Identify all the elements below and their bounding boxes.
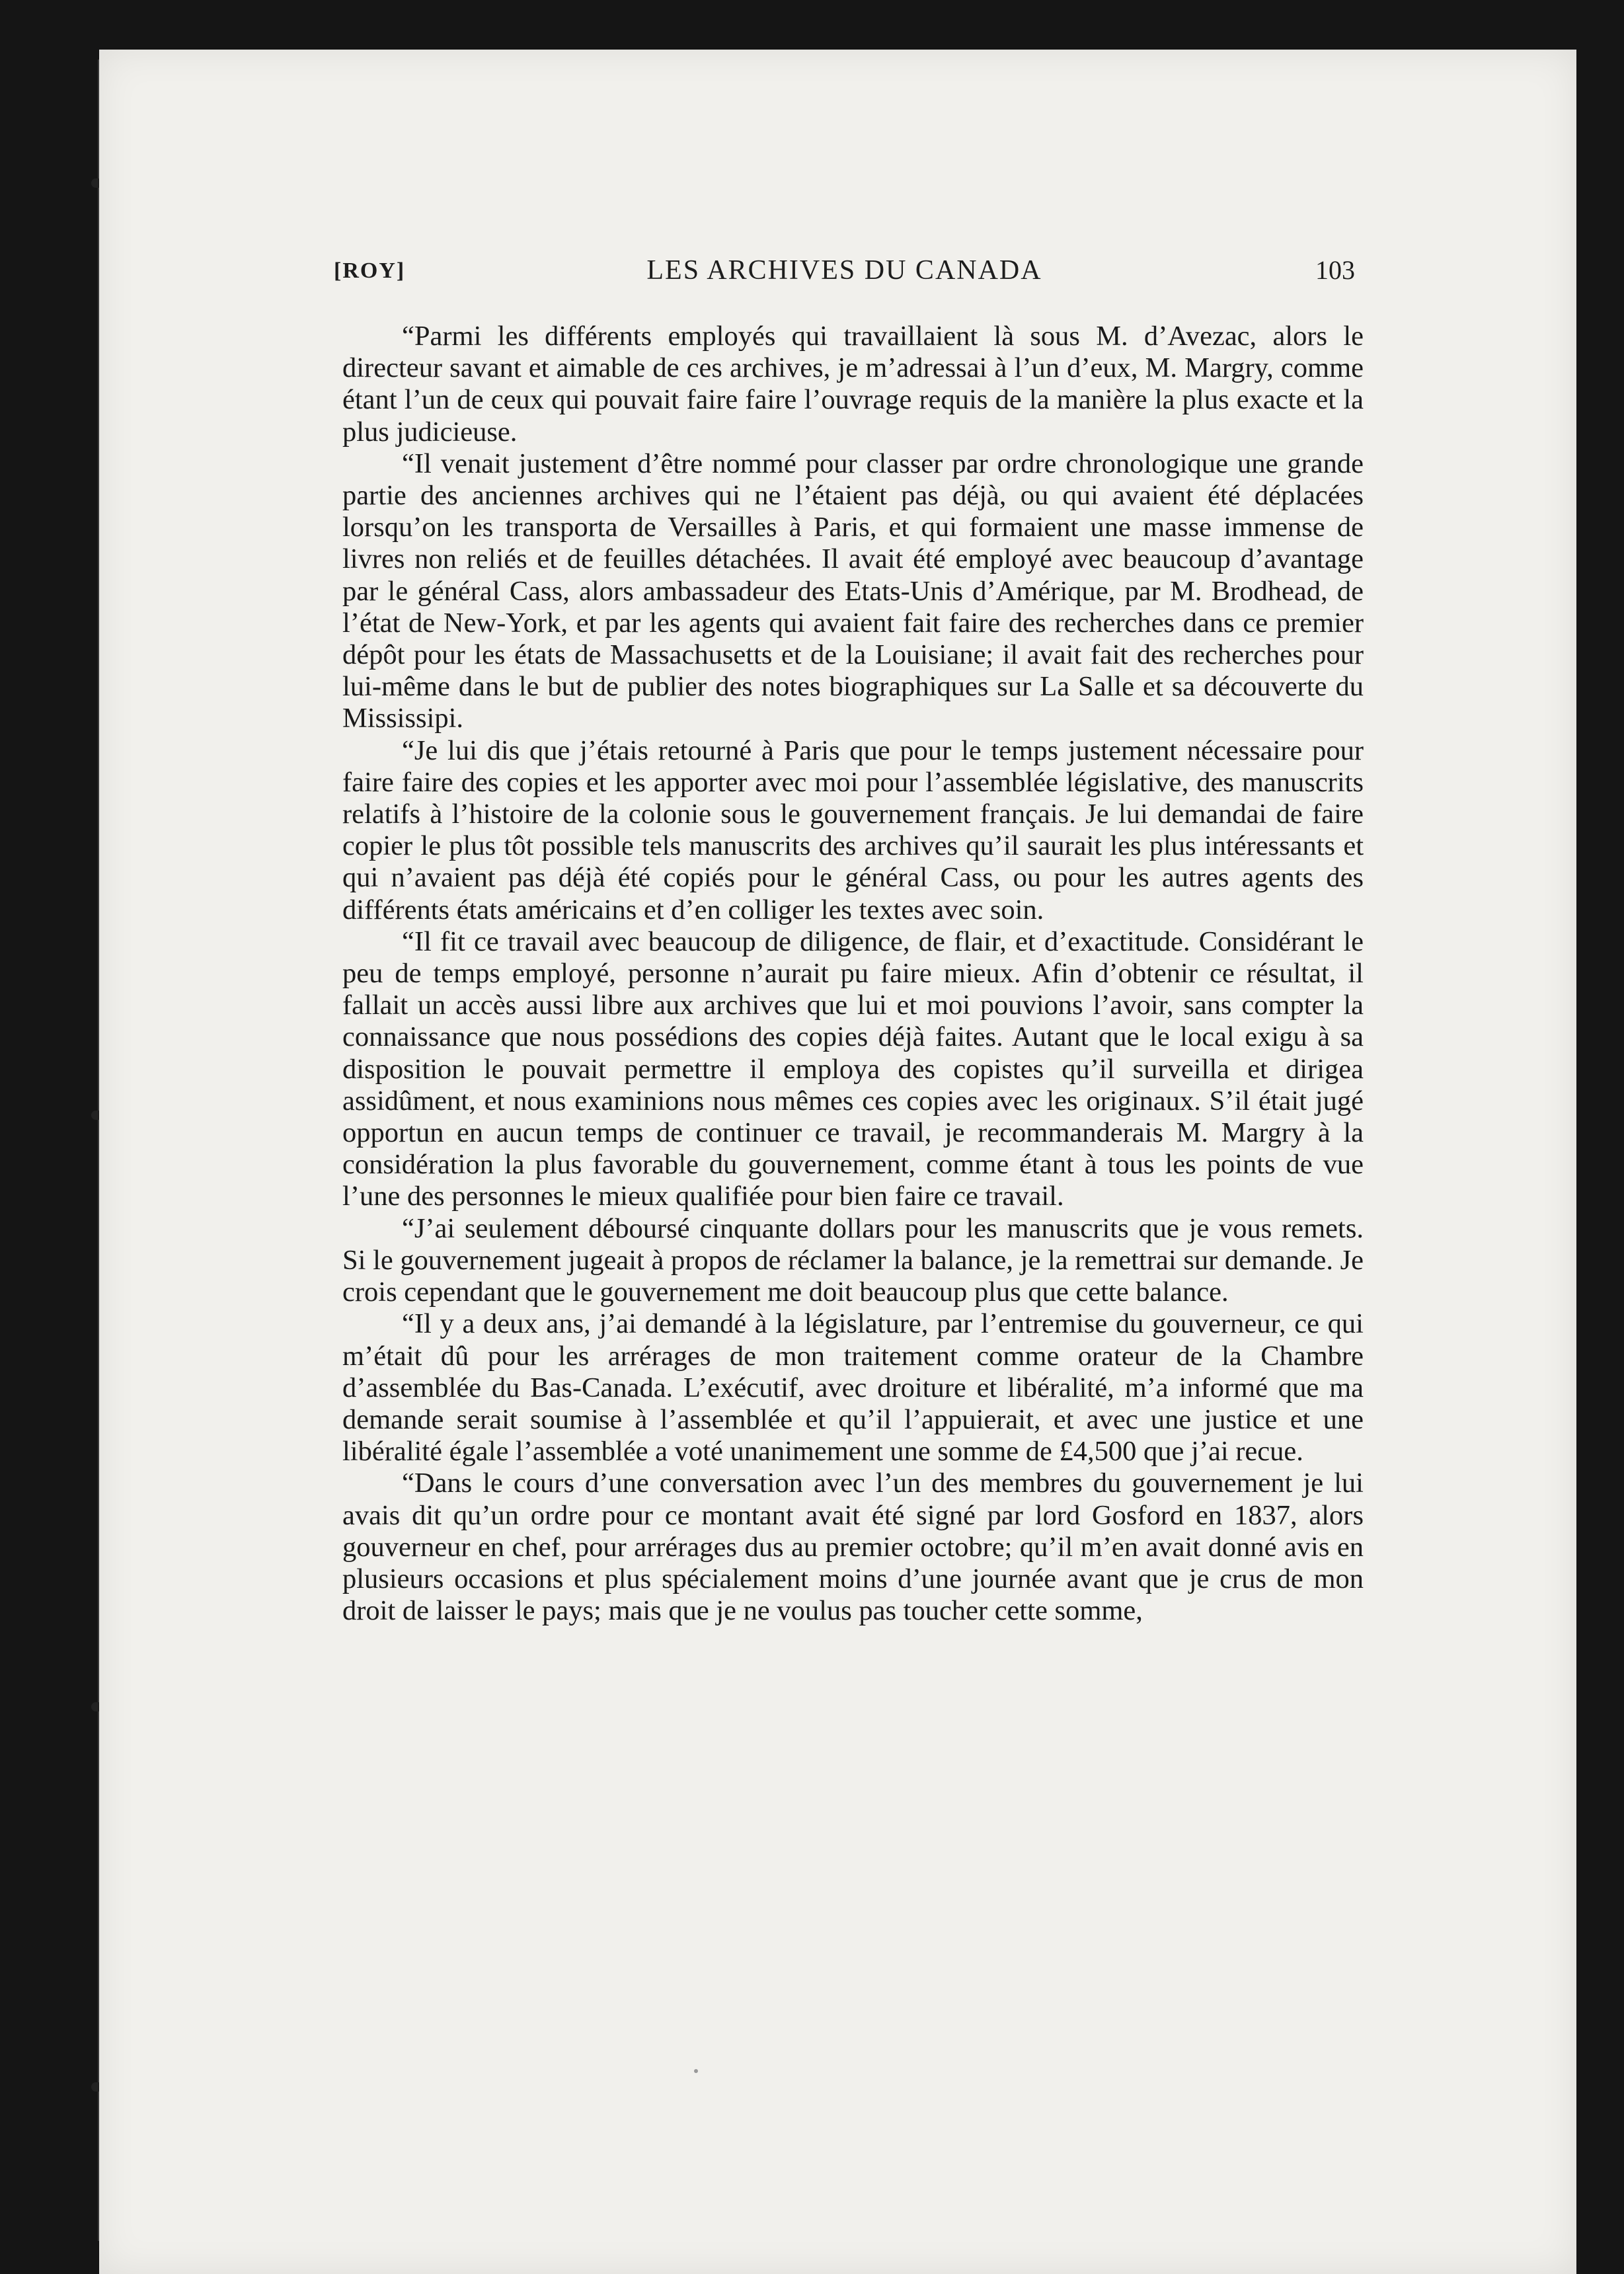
header-title: LES ARCHIVES DU CANADA xyxy=(646,255,1042,286)
paragraph: “Il fit ce travail avec beaucoup de diligence, de flair, et d’exactitude. Considérant le peu de temps employé, personne n’aurait pu faire mieux. Afin d’obtenir ce résultat, il fallait un accès aussi libre aux archives que lui et moi pouvions l’avoir, sans compter la connaissance que nous possédions des copies déjà faites. Autant que le local exigu à sa disposition le pouvait permettre il employa des copistes qu’il surveilla et dirigea assidûment, et nous examinions nous mêmes ces copies avec les originaux. S’il était jugé opportun en aucun temps de continuer ce travail, je recommanderais M. Margry à la considération la plus favorable du gouvernement, comme étant à tous les points de vue l’une des personnes le mieux qualifiée pour bien faire ce travail. xyxy=(342,925,1364,1212)
running-header xyxy=(334,255,1355,294)
paragraph: “Parmi les différents employés qui travaillaient là sous M. d’Avezac, alors le directeur savant et aimable de ces archives, je m’adressai à l’un d’eux, M. Margry, comme étant l’un de ceux qui pouvait faire faire l’ouvrage requis de la manière la plus exacte et la plus judicieuse. xyxy=(342,321,1364,448)
paragraph: “Il venait justement d’être nommé pour classer par ordre chronologique une grande partie des anciennes archives qui ne l’étaient pas déjà, ou qui avaient été déplacées lorsqu’on les transporta de Versailles à Paris, et qui formaient une masse immense de livres non reliés et de feuilles détachées. Il avait été employé avec beaucoup d’avantage par le général Cass, alors ambassadeur des Etats-Unis d’Amérique, par M. Brodhead, de l’état de New-York, et par les agents qui avaient fait faire des recherches dans ce premier dépôt pour les états de Massachusetts et de la Louisiane; il avait fait des recherches pour lui-même dans le but de publier des notes biographiques sur La Salle et sa découverte du Mississipi. xyxy=(342,448,1364,734)
page-body xyxy=(342,321,1364,1627)
page-number: 103 xyxy=(1315,255,1355,285)
paragraph: “Il y a deux ans, j’ai demandé à la législature, par l’entremise du gouverneur, ce qui m’était dû pour les arrérages de mon traitement comme orateur de la Chambre d’assemblée du Bas-Canada. L’exécutif, avec droiture et libéralité, m’a informé que ma demande serait soumise à l’assemblée et qu’il l’appuierait, et avec une justice et une libéralité égale l’assemblée a voté unanimement une somme de £4,500 que j’ai recue. xyxy=(342,1308,1364,1468)
paragraph: “Dans le cours d’une conversation avec l’un des membres du gouvernement je lui avais dit qu’un ordre pour ce montant avait été signé par lord Gosford en 1837, alors gouverneur en chef, pour arrérages dus au premier octobre; qu’il m’en avait donné avis en plusieurs occasions et plus spécialement moins d’une journée avant que je crus de mon droit de laisser le pays; mais que je ne voulus pas toucher cette somme, xyxy=(342,1468,1364,1627)
scan-speck xyxy=(694,2069,698,2073)
header-author: [ROY] xyxy=(334,258,406,283)
paragraph: “Je lui dis que j’étais retourné à Paris que pour le temps justement nécessaire pour faire faire des copies et les apporter avec moi pour l’assemblée législative, des manuscrits relatifs à l’histoire de la colonie sous le gouvernement français. Je lui demandai de faire copier le plus tôt possible tels manuscrits des archives qu’il saurait les plus intéressants et qui n’avaient pas déjà été copiés pour le général Cass, ou pour les autres agents des différents états américains et d’en colliger les textes avec soin. xyxy=(342,734,1364,925)
paragraph: “J’ai seulement déboursé cinquante dollars pour les manuscrits que je vous remets. Si le gouvernement jugeait à propos de réclamer la balance, je la remettrai sur demande. Je crois cependant que le gouvernement me doit beaucoup plus que cette balance. xyxy=(342,1212,1364,1308)
